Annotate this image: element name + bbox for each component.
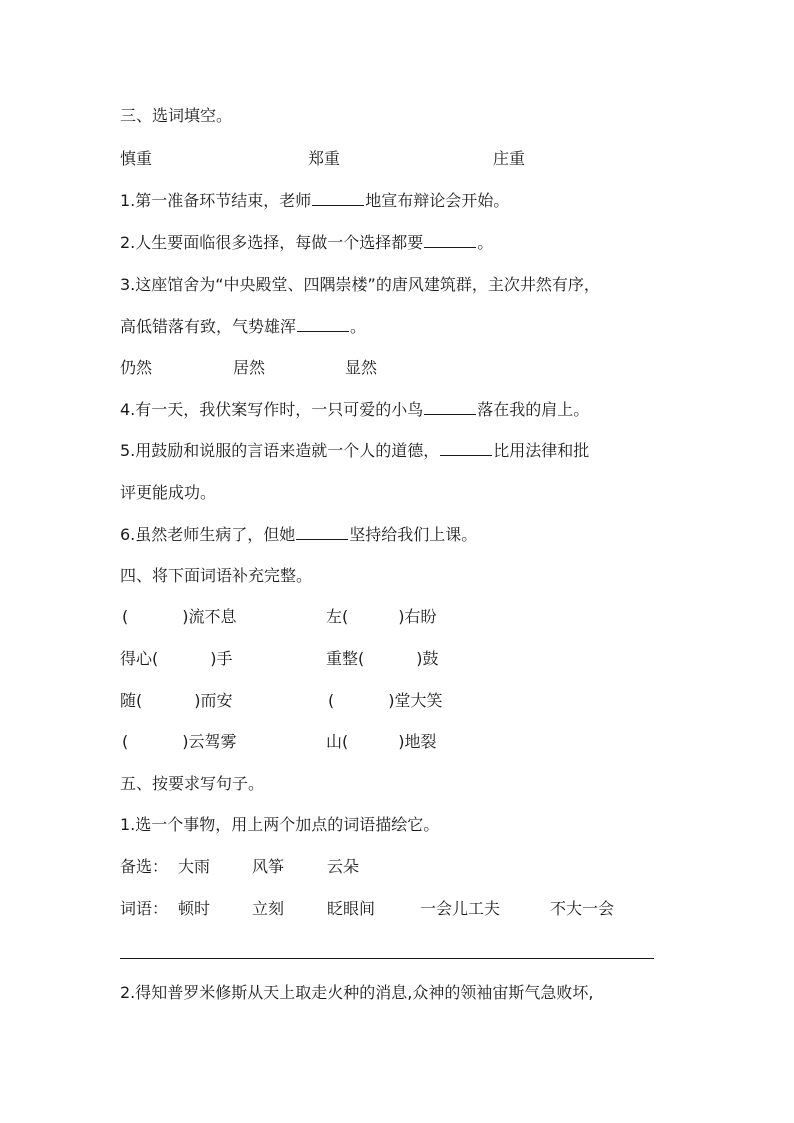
word-option-5: 居然 bbox=[233, 358, 266, 377]
idiom-text-before: ( bbox=[122, 607, 129, 626]
idiom-item-6 bbox=[328, 690, 443, 712]
question-3-line-1: 3.这座馆舍为“中央殿堂、四隅崇楼”的唐风建筑群，主次井然有序， bbox=[120, 275, 600, 294]
option-item: 大雨 bbox=[178, 857, 211, 876]
idiom-text-after: )手 bbox=[210, 649, 233, 668]
question-2-text-after: 。 bbox=[477, 233, 494, 252]
question-3-line-2 bbox=[120, 316, 366, 338]
question-5-line-1 bbox=[120, 440, 589, 462]
answer-writing-line[interactable] bbox=[120, 958, 654, 959]
question-4-text-before: 4.有一天，我伏案写作时，一只可爱的小鸟 bbox=[120, 400, 424, 419]
idiom-item-7 bbox=[122, 731, 237, 753]
idiom-item-8 bbox=[326, 731, 437, 753]
word-option-1: 慎重 bbox=[120, 149, 153, 168]
answer-blank[interactable] bbox=[424, 399, 476, 415]
section-3-title: 三、选词填空。 bbox=[120, 106, 233, 125]
options-label: 备选： bbox=[120, 857, 169, 876]
idiom-text-before: 山( bbox=[326, 732, 349, 751]
question-2 bbox=[120, 232, 493, 254]
answer-blank[interactable] bbox=[424, 232, 476, 248]
question-6-text-after: 坚持给我们上课。 bbox=[349, 525, 478, 544]
answer-blank[interactable] bbox=[297, 316, 349, 332]
idiom-text-after: )云驾雾 bbox=[182, 732, 237, 751]
idiom-text-before: 左( bbox=[326, 607, 349, 626]
question-3-text-after: 。 bbox=[350, 317, 367, 336]
section-4-title: 四、将下面词语补充完整。 bbox=[120, 566, 313, 585]
option-item: 云朵 bbox=[327, 857, 360, 876]
word-item: 不大一会 bbox=[550, 899, 615, 918]
word-option-3: 庄重 bbox=[493, 149, 526, 168]
idiom-item-1 bbox=[122, 606, 237, 628]
question-6-text-before: 6.虽然老师生病了，但她 bbox=[120, 525, 296, 544]
answer-blank[interactable] bbox=[296, 524, 348, 540]
word-option-6: 显然 bbox=[345, 358, 378, 377]
writing-question-2: 2.得知普罗米修斯从天上取走火种的消息,众神的领袖宙斯气急败坏, bbox=[120, 983, 594, 1002]
idiom-text-after: )地裂 bbox=[398, 732, 437, 751]
word-option-2: 郑重 bbox=[308, 149, 341, 168]
word-item: 眨眼间 bbox=[327, 899, 376, 918]
option-item: 风筝 bbox=[252, 857, 285, 876]
words-label: 词语： bbox=[120, 899, 169, 918]
word-item: 一会儿工夫 bbox=[420, 899, 501, 918]
idiom-text-before: 得心( bbox=[120, 649, 159, 668]
idiom-text-before: ( bbox=[328, 691, 335, 710]
question-4 bbox=[120, 399, 589, 421]
section-5-title: 五、按要求写句子。 bbox=[120, 774, 265, 793]
question-6 bbox=[120, 524, 477, 546]
idiom-text-after: )流不息 bbox=[182, 607, 237, 626]
idiom-item-2 bbox=[326, 606, 437, 628]
question-4-text-after: 落在我的肩上。 bbox=[477, 400, 590, 419]
word-item: 顿时 bbox=[178, 899, 211, 918]
question-3-text-before: 高低错落有致，气势雄浑 bbox=[120, 317, 297, 336]
question-5-text-before: 5.用鼓励和说服的言语来造就一个人的道德， bbox=[120, 441, 440, 460]
question-1-text-before: 1.第一准备环节结束，老师 bbox=[120, 191, 312, 210]
idiom-text-after: )堂大笑 bbox=[388, 691, 443, 710]
question-5-line-2: 评更能成功。 bbox=[120, 483, 217, 502]
idiom-text-after: )鼓 bbox=[416, 649, 439, 668]
answer-blank[interactable] bbox=[312, 190, 364, 206]
word-item: 立刻 bbox=[252, 899, 285, 918]
idiom-text-before: 随( bbox=[120, 691, 143, 710]
idiom-text-before: 重整( bbox=[326, 649, 365, 668]
idiom-text-after: )而安 bbox=[194, 691, 233, 710]
answer-blank[interactable] bbox=[440, 440, 492, 456]
idiom-item-4 bbox=[326, 648, 439, 670]
idiom-text-before: ( bbox=[122, 732, 129, 751]
word-option-4: 仍然 bbox=[120, 358, 153, 377]
idiom-item-5 bbox=[120, 690, 233, 712]
question-1 bbox=[120, 190, 509, 212]
question-1-text-after: 地宣布辩论会开始。 bbox=[365, 191, 510, 210]
writing-question-1: 1.选一个事物，用上两个加点的词语描绘它。 bbox=[120, 815, 440, 834]
question-5-text-after: 比用法律和批 bbox=[493, 441, 590, 460]
question-2-text-before: 2.人生要面临很多选择，每做一个选择都要 bbox=[120, 233, 424, 252]
idiom-item-3 bbox=[120, 648, 233, 670]
idiom-text-after: )右盼 bbox=[398, 607, 437, 626]
